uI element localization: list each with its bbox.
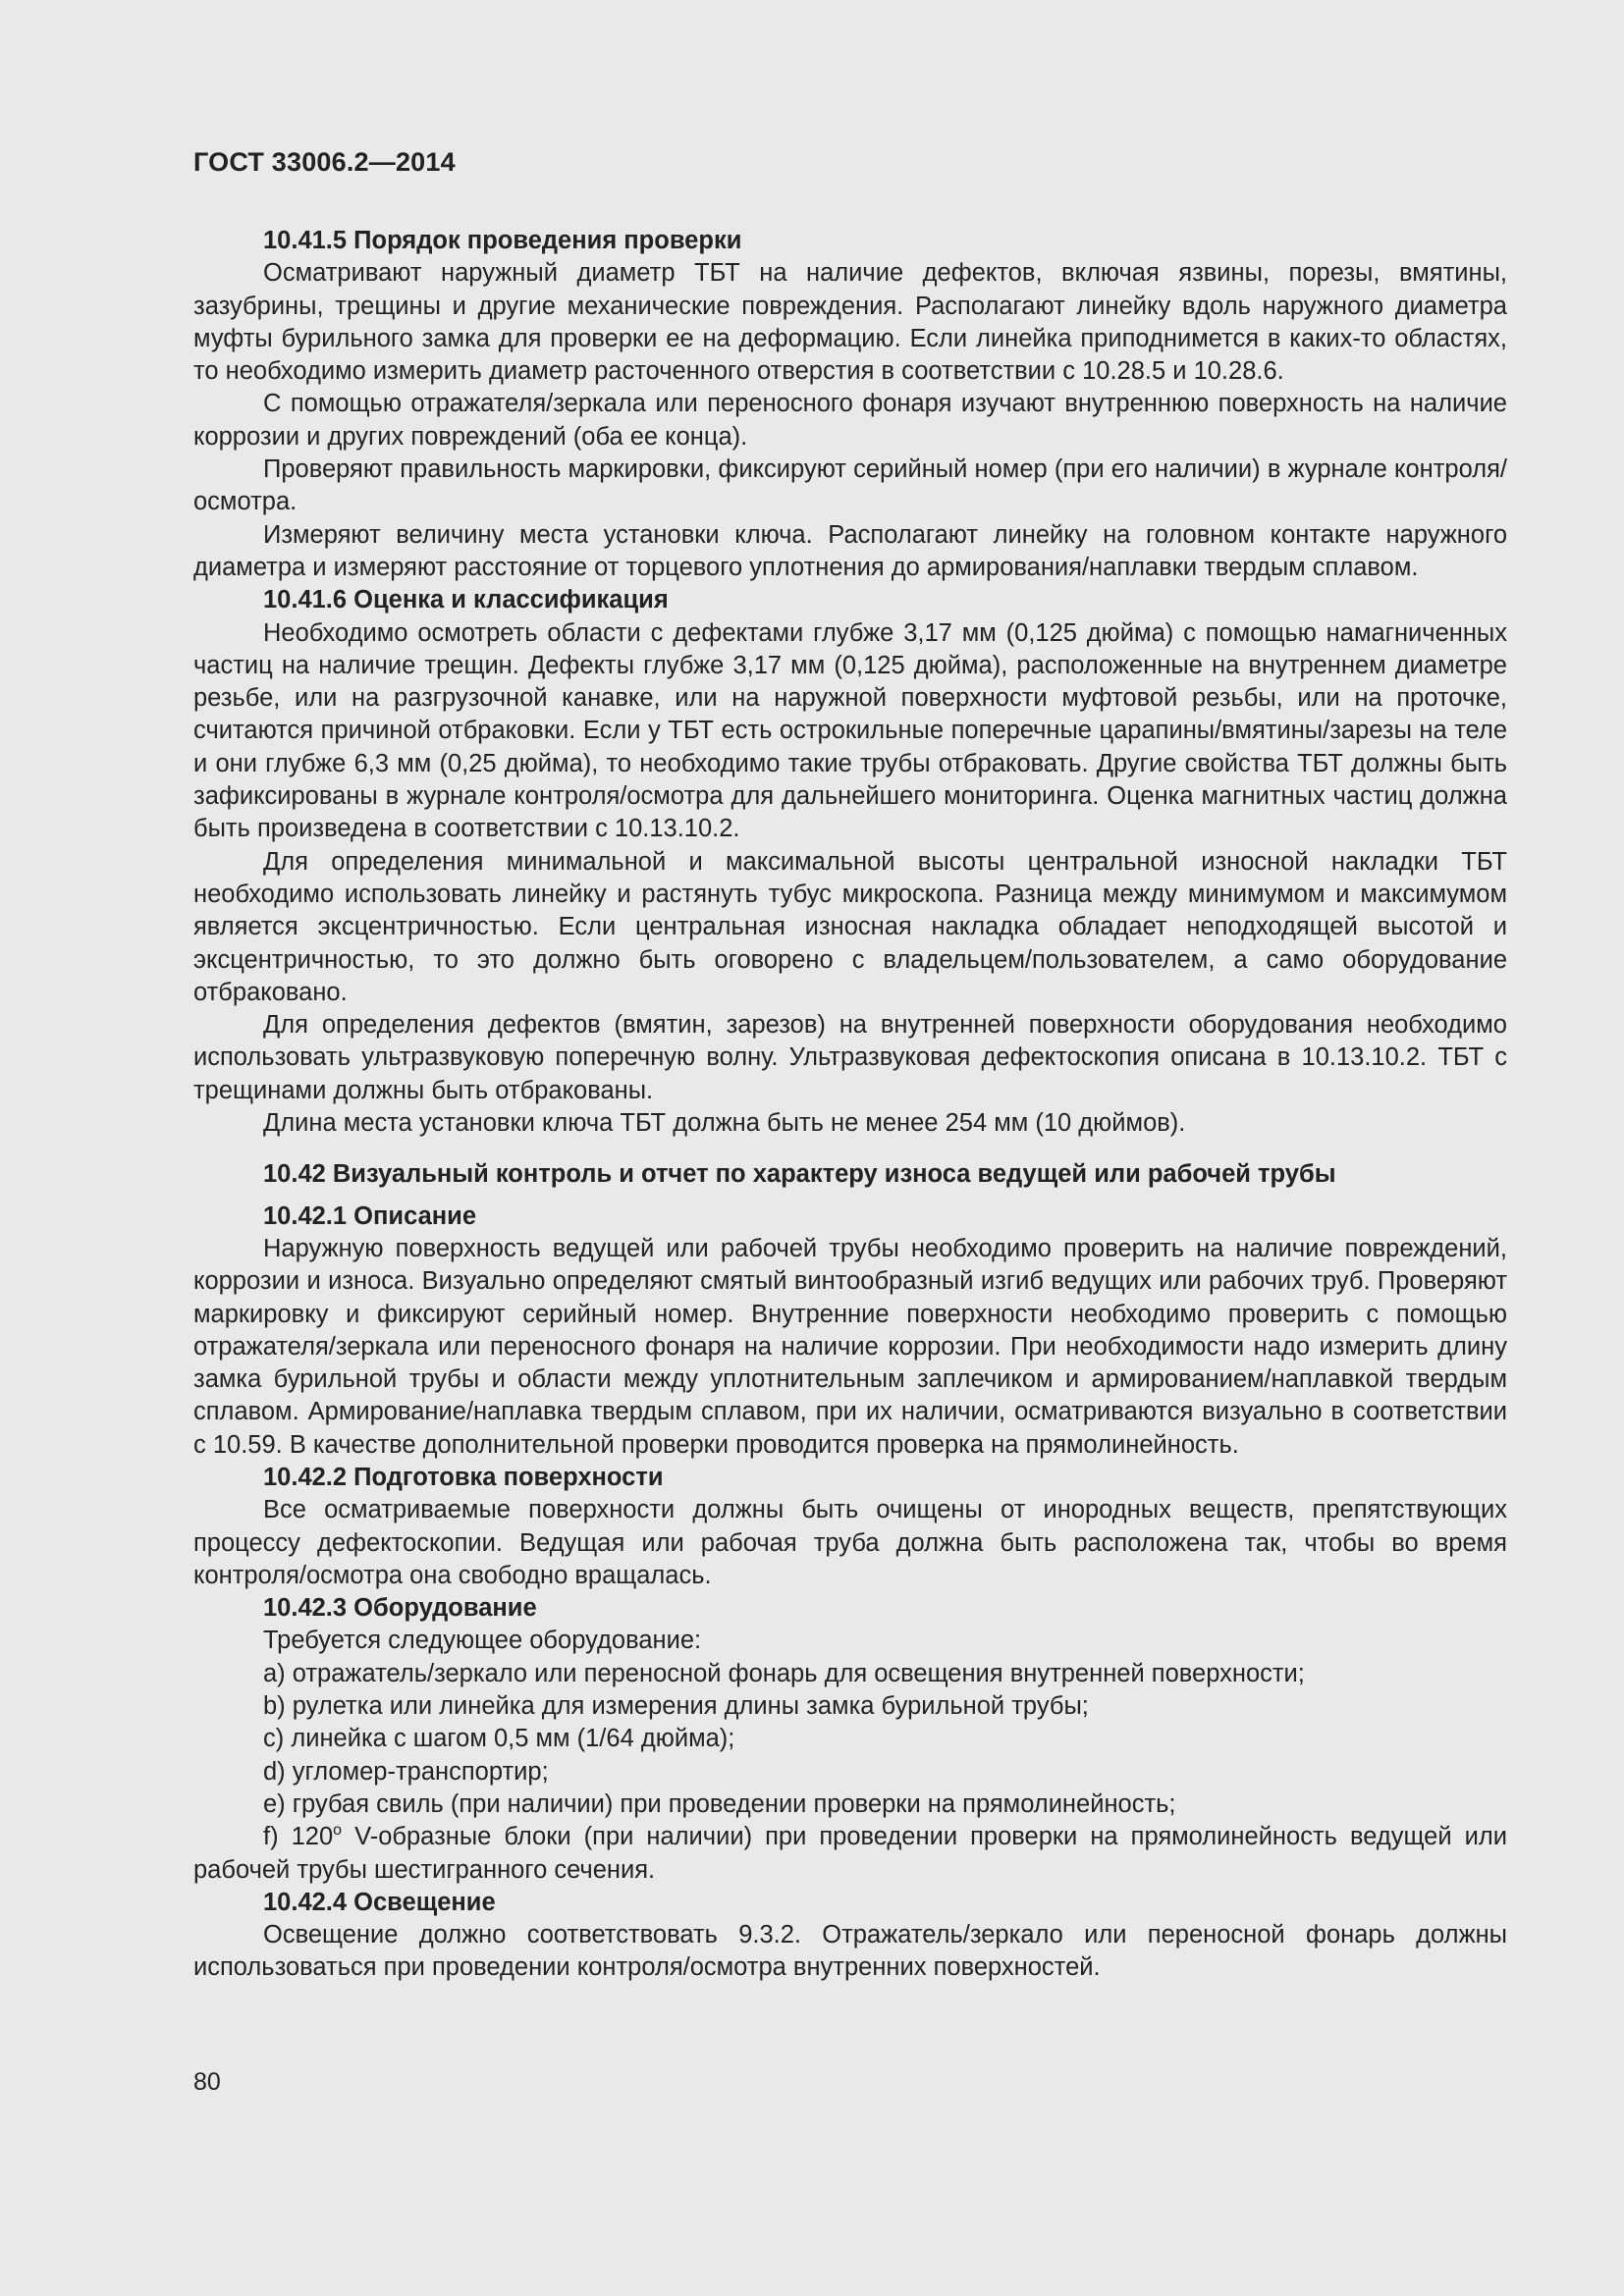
list-item-text: V-образные блоки (при наличии) при проведении проверки на прямолинейность ведущей или рабочей трубы шестигранного сечения. (193, 1823, 1507, 1884)
section-heading: 10.42.2 Подготовка поверхности (263, 1463, 664, 1491)
paragraph: Проверяют правильность маркировки, фиксируют серийный номер (при его наличии) в журнале контроля/осмотра. (193, 455, 1507, 516)
page-number: 80 (193, 2068, 221, 2096)
paragraph: Наружную поверхность ведущей или рабочей трубы необходимо проверить на наличие повреждений, коррозии и износа. Визуально определяют смятый винтообразный изгиб ведущих или рабочих труб. Проверяют маркировку и фиксируют серийный номер. Внутренние поверхности необходимо проверить с помощью отражателя/зеркала или переносного фонаря на наличие коррозии. При необходимости надо измерить длину замка бурильной трубы и области между уплотнительным заплечиком и армированием/наплавкой твердым сплавом. Армирование/наплавка твердым сплавом, при их наличии, осматриваются визуально в соответствии с 10.59. В качестве дополнительной проверки проводится проверка на прямолинейность. (193, 1234, 1507, 1459)
list-item: c) линейка с шагом 0,5 мм (1/64 дюйма); (263, 1725, 735, 1753)
paragraph: Для определения дефектов (вмятин, зарезов) на внутренней поверхности оборудования необходимо использовать ультразвуковую поперечную волну. Ультразвуковая дефектоскопия описана в 10.13.10.2. ТБТ с трещинами должны быть отбракованы. (193, 1011, 1507, 1104)
document-header: ГОСТ 33006.2—2014 (193, 147, 456, 177)
section-heading: 10.42.3 Оборудование (263, 1594, 537, 1623)
list-item: b) рулетка или линейка для измерения длины замка бурильной трубы; (263, 1692, 1089, 1721)
paragraph: Осматривают наружный диаметр ТБТ на наличие дефектов, включая язвины, порезы, вмятины, зазубрины, трещины и другие механические повреждения. Располагают линейку вдоль наружного диаметра муфты бурильного замка для проверки ее на деформацию. Если линейка приподнимется в каких-то областях, то необходимо измерить диаметр расточенного отверстия в соответствии с 10.28.5 и 10.28.6. (193, 259, 1507, 386)
document-body (193, 225, 1507, 1985)
list-item (193, 1821, 1507, 1887)
section-heading: 10.41.6 Оценка и классификация (263, 586, 669, 614)
list-item: a) отражатель/зеркало или переносной фонарь для освещения внутренней поверхности; (263, 1659, 1305, 1687)
list-item: e) грубая свиль (при наличии) при проведении проверки на прямолинейность; (263, 1789, 1176, 1818)
paragraph: Освещение должно соответствовать 9.3.2. Отражатель/зеркало или переносной фонарь должны использоваться при проведении контроля/осмотра внутренних поверхностей. (193, 1921, 1507, 1982)
list-item-prefix: f) 120 (263, 1823, 334, 1851)
list-item: d) угломер-транспортир; (263, 1757, 549, 1786)
section-heading: 10.42.4 Освещение (263, 1888, 496, 1916)
section-heading: 10.42.1 Описание (263, 1201, 477, 1230)
degree-mark: о (333, 1822, 343, 1840)
chapter-heading: 10.42 Визуальный контроль и отчет по характеру износа ведущей или рабочей трубы (263, 1160, 1336, 1189)
paragraph: Необходимо осмотреть области с дефектами глубже 3,17 мм (0,125 дюйма) с помощью намагниченных частиц на наличие трещин. Дефекты глубже 3,17 мм (0,125 дюйма), расположенные на внутреннем диаметре резьбе, или на разгрузочной канавке, или на наружной поверхности муфтовой резьбы, или на проточке, считаются причиной отбраковки. Если у ТБТ есть острокильные поперечные царапины/вмятины/зарезы на теле и они глубже 6,3 мм (0,25 дюйма), то необходимо такие трубы отбраковать. Другие свойства ТБТ должны быть зафиксированы в журнале контроля/осмотра для дальнейшего мониторинга. Оценка магнитных частиц должна быть произведена в соответствии с 10.13.10.2. (193, 618, 1507, 843)
paragraph: Все осматриваемые поверхности должны быть очищены от инородных веществ, препятствующих процессу дефектоскопии. Ведущая или рабочая труба должна быть расположена так, чтобы во время контроля/осмотра она свободно вращалась. (193, 1496, 1507, 1589)
paragraph: С помощью отражателя/зеркала или переносного фонаря изучают внутреннюю поверхность на наличие коррозии и других повреждений (оба ее конца). (193, 390, 1507, 451)
paragraph: Измеряют величину места установки ключа. Располагают линейку на головном контакте наружного диаметра и измеряют расстояние от торцевого уплотнения до армирования/наплавки твердым сплавом. (193, 520, 1507, 581)
paragraph: Требуется следующее оборудование: (263, 1627, 702, 1655)
section-heading: 10.41.5 Порядок проведения проверки (263, 227, 742, 254)
paragraph: Для определения минимальной и максимальной высоты центральной износной накладки ТБТ необходимо использовать линейку и растянуть тубус микроскопа. Разница между минимумом и максимумом является эксцентричностью. Если центральная износная накладка обладает неподходящей высотой и эксцентричностью, то это должно быть оговорено с владельцем/пользователем, а само оборудование отбраковано. (193, 847, 1507, 1006)
paragraph: Длина места установки ключа ТБТ должна быть не менее 254 мм (10 дюймов). (263, 1109, 1186, 1138)
